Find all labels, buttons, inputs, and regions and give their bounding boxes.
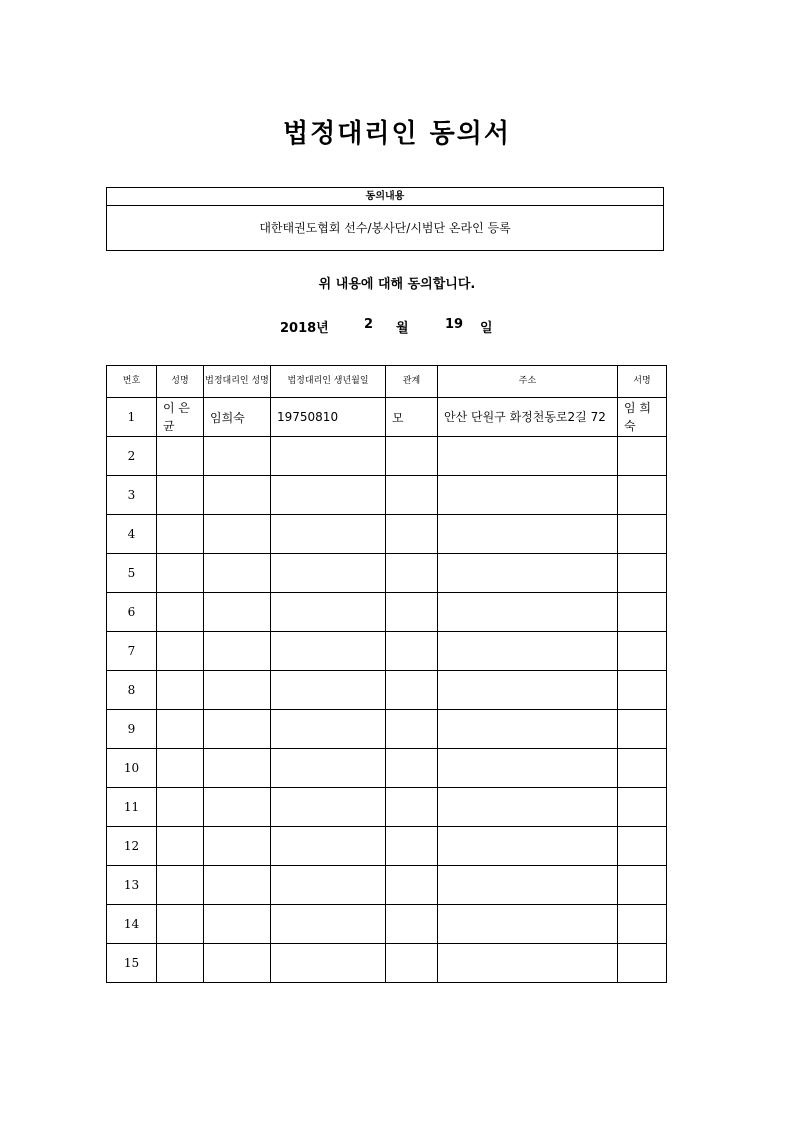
cell-address [438,944,618,983]
cell-guardian-birth [271,710,386,749]
cell-guardian-name [204,827,271,866]
cell-guardian-name [204,905,271,944]
cell-address: 안산 단원구 화정천동로2길 72 [438,398,618,437]
cell-name [157,476,204,515]
header-name: 성명 [157,366,204,398]
cell-signature [618,866,667,905]
cell-signature [618,944,667,983]
cell-address [438,905,618,944]
cell-address [438,671,618,710]
cell-signature [618,437,667,476]
cell-guardian-birth: 19750810 [271,398,386,437]
cell-no: 10 [107,749,157,788]
header-guardian-name: 법정대리인 성명 [204,366,271,398]
date-month-unit: 월 [396,321,409,336]
cell-guardian-name [204,671,271,710]
cell-address [438,632,618,671]
date-day: 19 [445,317,464,332]
cell-name [157,515,204,554]
cell-guardian-name [204,710,271,749]
cell-no: 9 [107,710,157,749]
cell-no: 14 [107,905,157,944]
cell-signature [618,905,667,944]
table-header-row [107,366,667,398]
cell-relation [386,554,438,593]
cell-name: 이 은 균 [157,398,204,437]
cell-signature [618,827,667,866]
header-address: 주소 [438,366,618,398]
cell-guardian-birth [271,827,386,866]
cell-guardian-birth [271,749,386,788]
cell-no: 3 [107,476,157,515]
cell-signature [618,554,667,593]
cell-name [157,944,204,983]
cell-relation [386,905,438,944]
cell-signature [618,515,667,554]
cell-name [157,554,204,593]
cell-address [438,866,618,905]
cell-no: 12 [107,827,157,866]
cell-guardian-birth [271,593,386,632]
table-row [107,944,667,983]
cell-relation [386,671,438,710]
cell-guardian-name [204,866,271,905]
cell-guardian-birth [271,905,386,944]
header-no: 번호 [107,366,157,398]
date-month: 2 [364,317,374,332]
cell-name [157,749,204,788]
cell-guardian-name [204,554,271,593]
table-row [107,710,667,749]
cell-guardian-name [204,515,271,554]
cell-relation [386,632,438,671]
table-row [107,749,667,788]
cell-signature [618,671,667,710]
cell-relation [386,827,438,866]
cell-name [157,905,204,944]
cell-signature [618,788,667,827]
cell-relation [386,593,438,632]
cell-no: 11 [107,788,157,827]
cell-guardian-birth [271,554,386,593]
cell-address [438,476,618,515]
agree-statement: 위 내용에 대해 동의합니다. [318,277,476,292]
cell-guardian-name [204,944,271,983]
cell-signature [618,593,667,632]
cell-no: 15 [107,944,157,983]
consent-header: 동의내용 [107,188,663,206]
cell-address [438,827,618,866]
cell-no: 1 [107,398,157,437]
cell-relation [386,515,438,554]
header-guardian-birth: 법정대리인 생년월일 [271,366,386,398]
cell-guardian-name [204,593,271,632]
table-row [107,632,667,671]
cell-name [157,671,204,710]
cell-relation [386,788,438,827]
cell-address [438,437,618,476]
guardian-table [106,365,667,983]
cell-relation [386,476,438,515]
cell-no: 2 [107,437,157,476]
document-title: 법정대리인 동의서 [283,119,511,149]
table-row [107,905,667,944]
cell-name [157,866,204,905]
cell-guardian-birth [271,866,386,905]
table-row [107,593,667,632]
cell-relation [386,749,438,788]
table-row [107,437,667,476]
cell-signature [618,749,667,788]
cell-no: 7 [107,632,157,671]
cell-guardian-name [204,749,271,788]
cell-address [438,515,618,554]
table-row [107,866,667,905]
date-day-unit: 일 [480,321,493,336]
cell-address [438,710,618,749]
header-relation: 관계 [386,366,438,398]
cell-name [157,593,204,632]
cell-no: 5 [107,554,157,593]
cell-address [438,749,618,788]
cell-relation [386,944,438,983]
table-row [107,671,667,710]
cell-guardian-name [204,788,271,827]
cell-address [438,788,618,827]
cell-relation [386,866,438,905]
cell-no: 4 [107,515,157,554]
cell-guardian-name [204,437,271,476]
cell-name [157,437,204,476]
date-year: 2018년 [280,321,329,336]
cell-address [438,554,618,593]
cell-guardian-name [204,476,271,515]
table-row [107,476,667,515]
cell-guardian-birth [271,632,386,671]
header-signature: 서명 [618,366,667,398]
cell-guardian-birth [271,671,386,710]
cell-name [157,710,204,749]
cell-signature [618,632,667,671]
cell-guardian-birth [271,476,386,515]
consent-text: 대한태권도협회 선수/봉사단/시범단 온라인 등록 [259,221,511,235]
cell-no: 8 [107,671,157,710]
cell-guardian-birth [271,944,386,983]
cell-guardian-birth [271,515,386,554]
cell-guardian-name: 임희숙 [204,398,271,437]
cell-name [157,632,204,671]
cell-guardian-birth [271,437,386,476]
cell-no: 13 [107,866,157,905]
cell-relation [386,710,438,749]
consent-box [106,187,664,251]
cell-signature [618,476,667,515]
table-row [107,827,667,866]
cell-address [438,593,618,632]
cell-signature [618,710,667,749]
cell-guardian-birth [271,788,386,827]
cell-guardian-name [204,632,271,671]
cell-relation [386,437,438,476]
cell-no: 6 [107,593,157,632]
table-row [107,788,667,827]
cell-name [157,827,204,866]
cell-relation: 모 [386,398,438,437]
table-row [107,554,667,593]
table-row [107,398,667,437]
cell-name [157,788,204,827]
table-row [107,515,667,554]
cell-signature: 임 희 숙 [618,398,667,437]
